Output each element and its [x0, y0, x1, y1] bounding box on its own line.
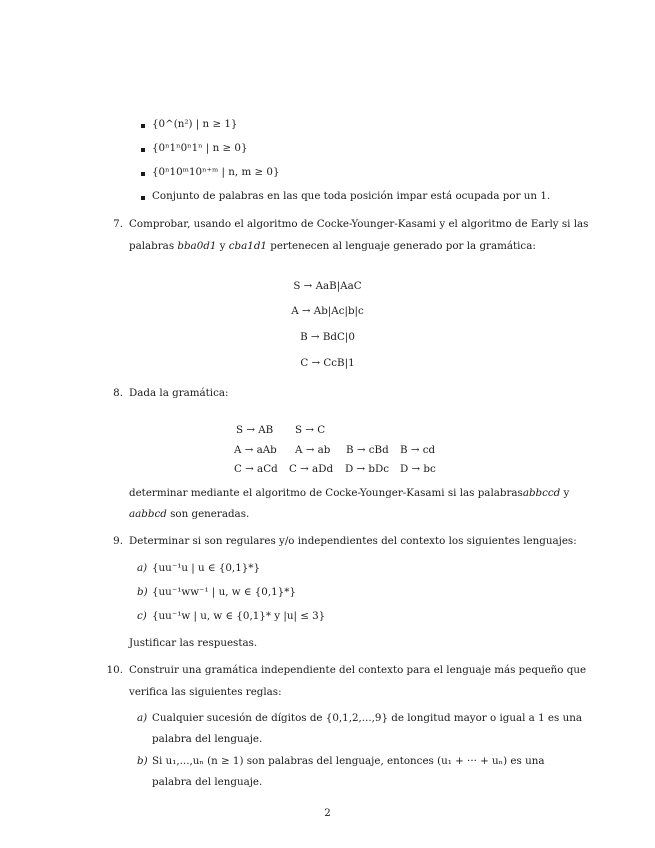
grammar-8-r2c0: C → aCd: [234, 463, 278, 475]
question-9-number: 9.: [113, 535, 123, 547]
question-7-line2a: palabras: [129, 240, 178, 252]
grammar-8-r1c1: A → ab: [295, 444, 331, 456]
grammar-8-r2c3: D → bc: [400, 463, 436, 475]
q9-item-a: {uu⁻¹u | u ∈ {0,1}*}: [152, 562, 261, 574]
question-8-intro: Dada la gramática:: [129, 387, 229, 399]
q9-item-a-label: a): [137, 562, 148, 574]
question-7-line2: [129, 239, 536, 253]
q10-item-b-l1: Si u₁,...,uₙ (n ≥ 1) son palabras del lenguaje, entonces (u₁ + ··· + uₙ) es una: [152, 755, 545, 767]
grammar-8-r0c0: S → AB: [236, 424, 274, 436]
grammar-rule-c: C → CcB|1: [300, 357, 355, 369]
question-7-line2c: pertenecen al lenguaje generado por la gramática:: [266, 240, 536, 252]
question-8-text2-body: son generadas.: [166, 508, 250, 520]
bullet-marker: [141, 124, 145, 128]
grammar-rule-a: A → Ab|Ac|b|c: [291, 305, 364, 317]
q10-item-a-l2: palabra del lenguaje.: [152, 733, 263, 745]
q10-item-a-label: a): [137, 712, 148, 724]
q10-item-b-label: b): [137, 755, 148, 767]
grammar-8-r1c0: A → aAb: [234, 444, 277, 456]
q10-item-b-l2: palabra del lenguaje.: [152, 776, 263, 788]
question-7-number: 7.: [113, 218, 123, 230]
q9-item-b-label: b): [137, 586, 148, 598]
grammar-rule-s: S → AaB|AaC: [293, 280, 362, 292]
question-10-line2: verifica las siguientes reglas:: [129, 686, 282, 698]
question-8-text1-body: determinar mediante el algoritmo de Cocke-Younger-Kasami si las palabras: [129, 487, 523, 499]
grammar-8-r1c3: B → cd: [400, 444, 436, 456]
bullet-item-1: {0^(n²) | n ≥ 1}: [152, 118, 238, 130]
q9-item-c: {uu⁻¹w | u, w ∈ {0,1}* y |u| ≤ 3}: [152, 610, 326, 622]
question-10-line1: Construir una gramática independiente del contexto para el lenguaje más pequeño que: [129, 664, 587, 676]
question-7-line1: Comprobar, usando el algoritmo de Cocke-Younger-Kasami y el algoritmo de Early si las: [129, 218, 589, 230]
question-10-number: 10.: [106, 664, 123, 676]
page-number: 2: [324, 807, 331, 819]
question-8-text1: [129, 486, 570, 500]
grammar-rule-b: B → BdC|0: [300, 331, 355, 343]
question-8-number: 8.: [113, 387, 123, 399]
question-9-intro: Determinar si son regulares y/o independientes del contexto los siguientes lenguajes:: [129, 535, 577, 547]
q8-and: y: [563, 487, 570, 499]
grammar-8-r1c2: B → cBd: [346, 444, 389, 456]
question-9-outro: Justificar las respuestas.: [129, 637, 258, 649]
grammar-8-r2c2: D → bDc: [345, 463, 390, 475]
grammar-8-r0c1: S → C: [295, 424, 326, 436]
word-2: cba1d1: [228, 240, 267, 252]
bullet-item-3: {0ⁿ10ᵐ10ⁿ⁺ᵐ | n, m ≥ 0}: [152, 166, 280, 178]
bullet-item-2: {0ⁿ1ⁿ0ⁿ1ⁿ | n ≥ 0}: [152, 142, 248, 154]
bullet-marker: [141, 196, 145, 200]
q10-item-a-l1: Cualquier sucesión de dígitos de {0,1,2,...,9} de longitud mayor o igual a 1 es una: [152, 712, 582, 724]
q9-item-b: {uu⁻¹ww⁻¹ | u, w ∈ {0,1}*}: [152, 586, 296, 598]
q9-item-c-label: c): [137, 610, 147, 622]
q8-word-2: aabbcd: [129, 508, 167, 520]
q8-word-1: abbccd: [522, 487, 561, 499]
question-7-line2b: y: [216, 240, 229, 252]
question-8-text2: [129, 507, 249, 521]
bullet-item-4: Conjunto de palabras en las que toda posición impar está ocupada por un 1.: [152, 190, 551, 202]
bullet-marker: [141, 172, 145, 176]
bullet-marker: [141, 148, 145, 152]
grammar-8-r2c1: C → aDd: [289, 463, 334, 475]
word-1: bba0d1: [177, 240, 217, 252]
